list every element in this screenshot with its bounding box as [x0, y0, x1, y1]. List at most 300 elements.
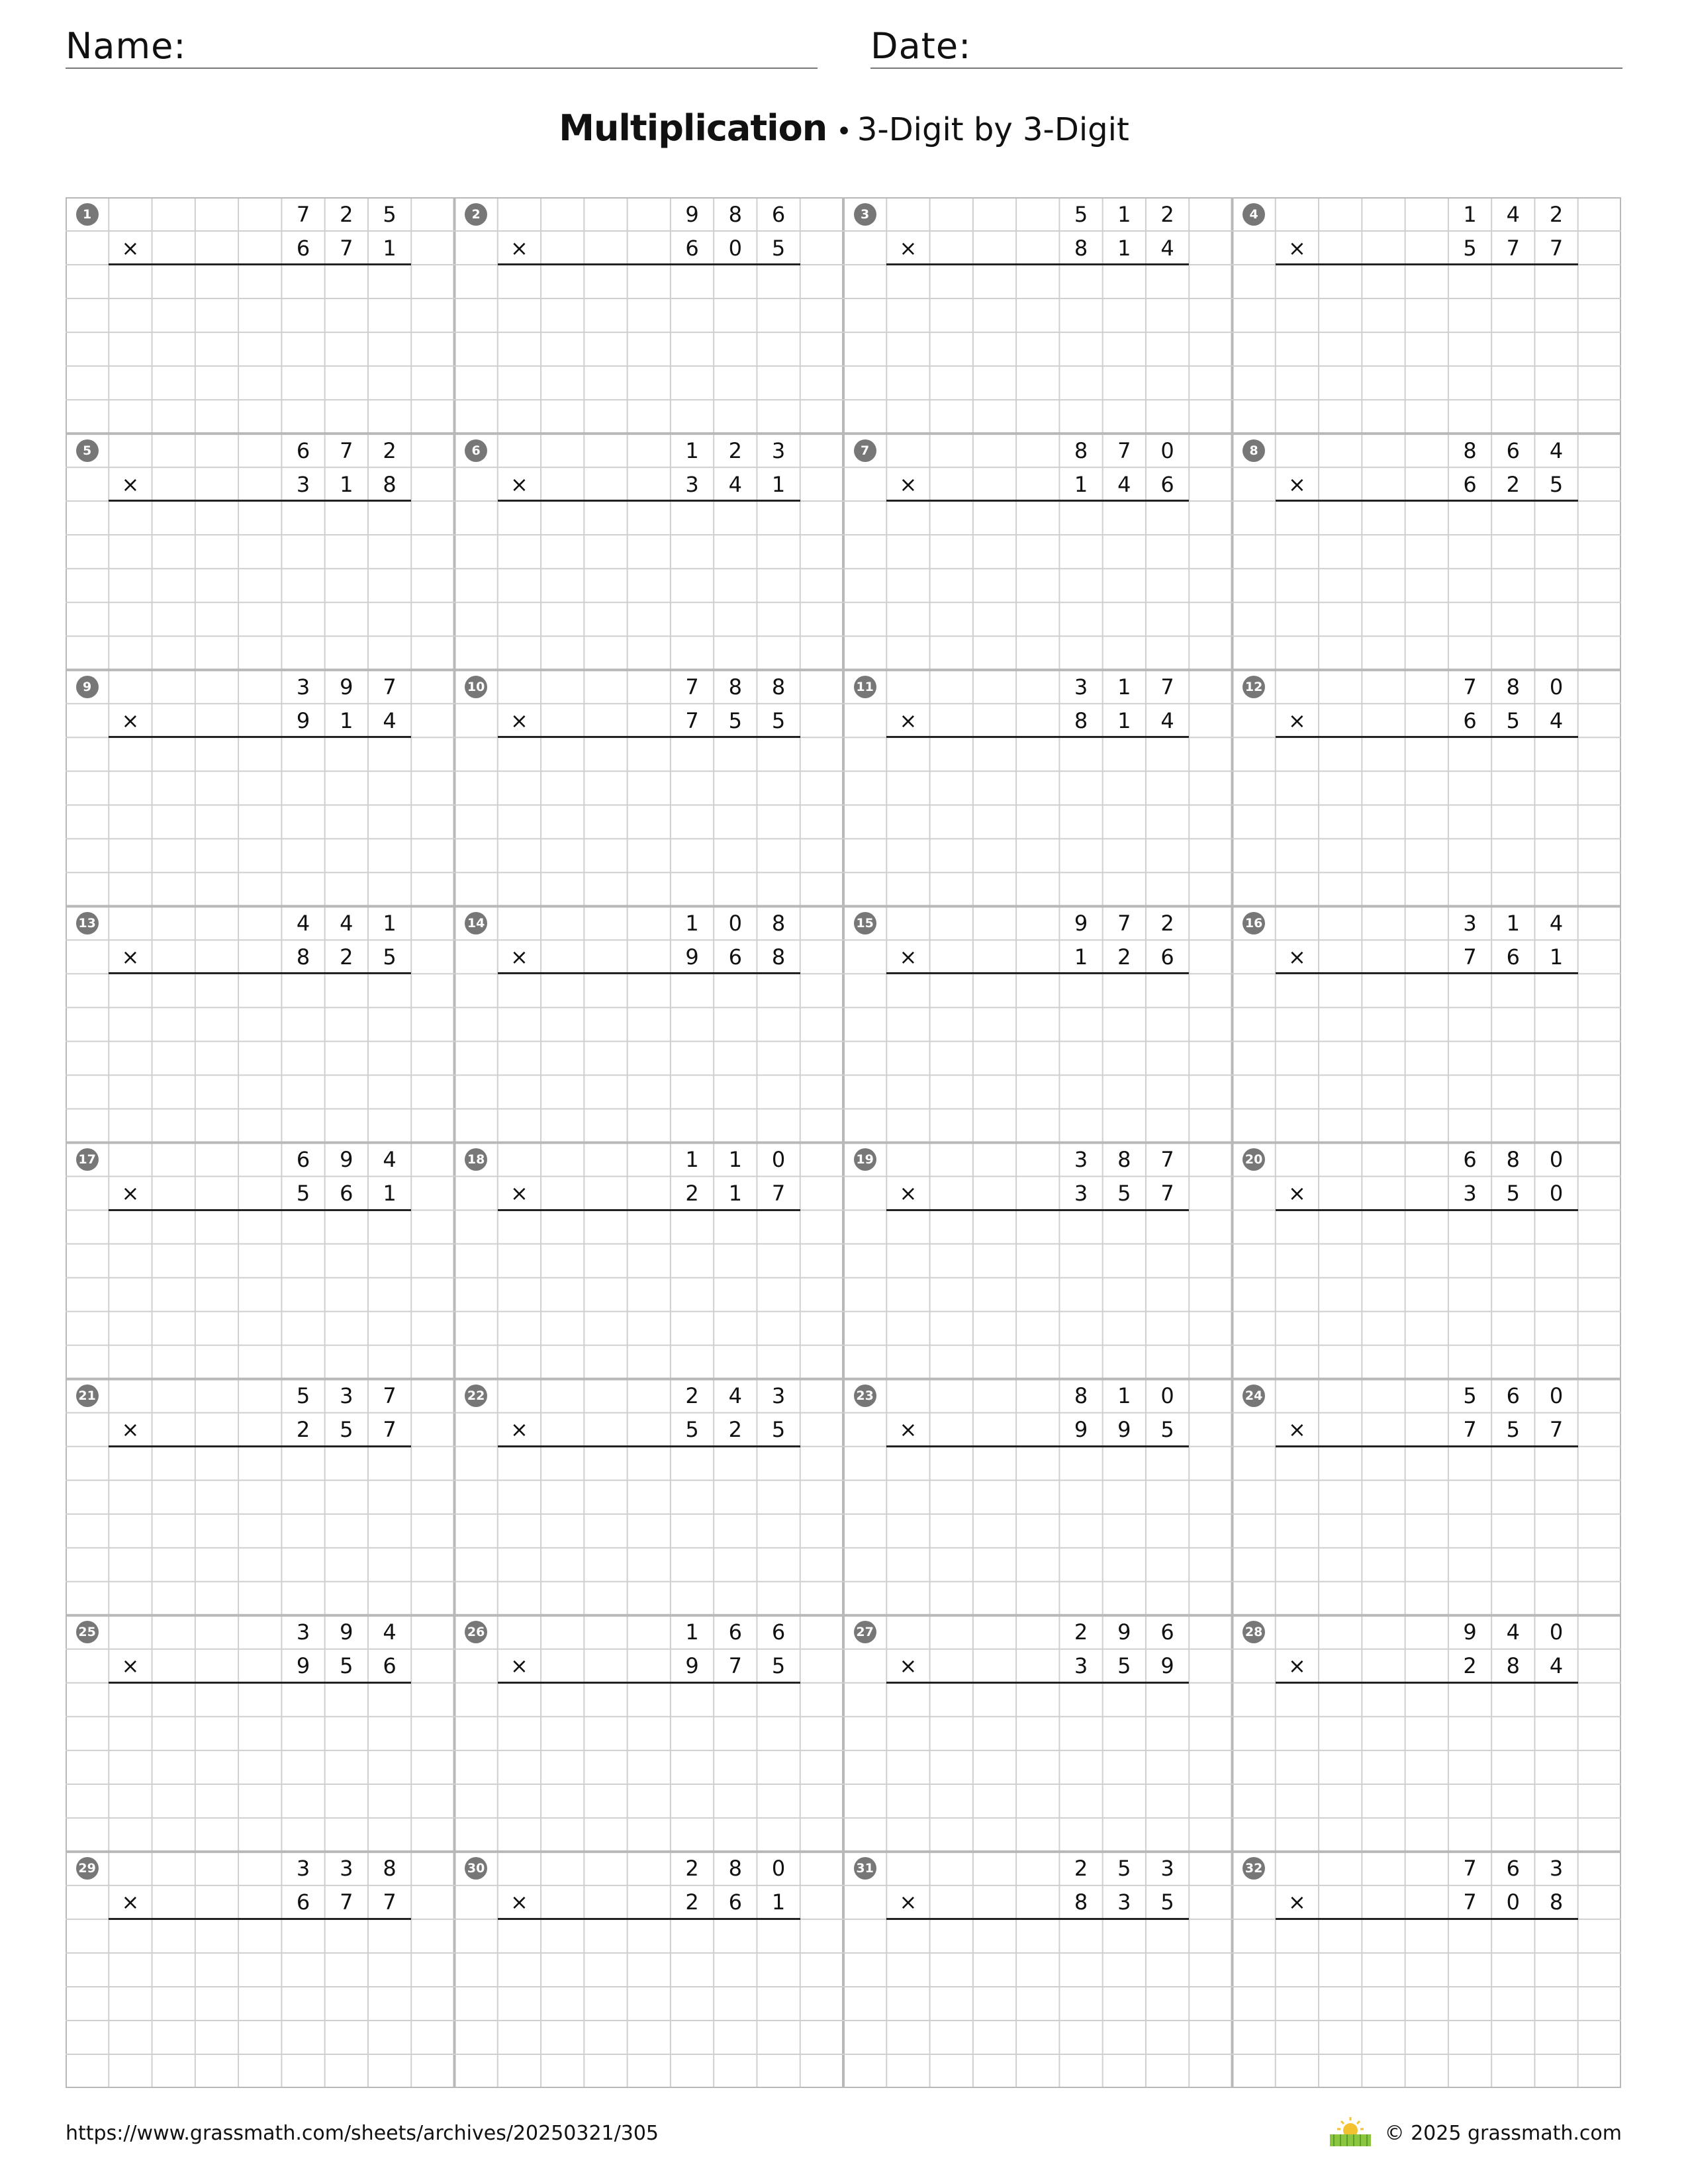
top-digit: 2 — [383, 437, 397, 463]
multiply-sign: × — [1288, 471, 1306, 497]
top-digit: 1 — [1117, 674, 1131, 700]
bottom-digit: 8 — [1074, 707, 1088, 733]
bottom-digit: 5 — [728, 707, 742, 733]
problem-number-badge: 13 — [76, 912, 99, 934]
bottom-digit: 6 — [296, 1889, 310, 1915]
answer-rule — [498, 1209, 800, 1211]
title-subtitle: 3-Digit by 3-Digit — [857, 111, 1129, 148]
bottom-digit: 4 — [728, 471, 742, 497]
answer-rule — [886, 1682, 1189, 1684]
bottom-digit: 5 — [296, 1181, 310, 1206]
top-digit: 2 — [1074, 1856, 1088, 1882]
multiply-sign: × — [899, 1653, 917, 1679]
multiply-sign: × — [121, 944, 140, 970]
top-digit: 5 — [1074, 201, 1088, 227]
answer-rule — [886, 1209, 1189, 1211]
answer-rule — [109, 500, 411, 502]
problem-number-badge: 23 — [854, 1385, 876, 1407]
multiply-sign: × — [510, 944, 528, 970]
top-digit: 6 — [1160, 1619, 1174, 1645]
bottom-digit: 2 — [340, 944, 353, 970]
bottom-digit: 1 — [728, 1181, 742, 1206]
multiply-sign: × — [1288, 944, 1306, 970]
top-digit: 6 — [1506, 1856, 1520, 1882]
multiply-sign: × — [1288, 1889, 1306, 1915]
top-digit: 1 — [383, 910, 397, 936]
bottom-digit: 5 — [771, 707, 786, 733]
top-digit: 8 — [771, 910, 786, 936]
multiply-sign: × — [899, 1417, 917, 1443]
answer-rule — [109, 972, 411, 974]
problem-number-badge: 2 — [465, 203, 487, 226]
problem-number-badge: 17 — [76, 1148, 99, 1171]
bottom-digit: 9 — [296, 707, 310, 733]
bottom-digit: 6 — [1463, 707, 1477, 733]
bottom-digit: 0 — [1506, 1889, 1520, 1915]
top-digit: 7 — [1463, 1856, 1477, 1882]
multiply-sign: × — [121, 1181, 140, 1206]
multiply-sign: × — [1288, 1181, 1306, 1206]
problem-number-badge: 29 — [76, 1857, 99, 1880]
bottom-digit: 1 — [771, 1889, 786, 1915]
bottom-digit: 6 — [1463, 471, 1477, 497]
bottom-digit: 1 — [340, 707, 353, 733]
top-digit: 0 — [771, 1856, 786, 1882]
top-digit: 4 — [1549, 910, 1564, 936]
top-digit: 9 — [340, 1619, 353, 1645]
bottom-digit: 6 — [340, 1181, 353, 1206]
top-digit: 7 — [383, 674, 397, 700]
bottom-digit: 3 — [1074, 1653, 1088, 1679]
bottom-digit: 7 — [1463, 1889, 1477, 1915]
problem-number-badge: 10 — [465, 676, 487, 698]
top-digit: 8 — [383, 1856, 397, 1882]
bottom-digit: 0 — [728, 235, 742, 261]
bottom-digit: 1 — [1117, 707, 1131, 733]
answer-rule — [1276, 1918, 1578, 1920]
bottom-digit: 5 — [1506, 1181, 1520, 1206]
top-digit: 2 — [685, 1383, 699, 1409]
bottom-digit: 8 — [1074, 235, 1088, 261]
multiply-sign: × — [899, 1181, 917, 1206]
top-digit: 7 — [1160, 674, 1174, 700]
top-digit: 9 — [1074, 910, 1088, 936]
bottom-digit: 1 — [383, 235, 397, 261]
grass-sun-logo-icon — [1327, 2115, 1374, 2148]
problem-number-badge: 16 — [1243, 912, 1265, 934]
top-digit: 0 — [1549, 1383, 1564, 1409]
multiply-sign: × — [899, 471, 917, 497]
top-digit: 8 — [771, 674, 786, 700]
answer-rule — [1276, 500, 1578, 502]
bottom-digit: 3 — [296, 471, 310, 497]
bottom-digit: 1 — [771, 471, 786, 497]
title-main: Multiplication — [559, 107, 827, 149]
bottom-digit: 8 — [383, 471, 397, 497]
bottom-digit: 7 — [728, 1653, 742, 1679]
top-digit: 1 — [1117, 201, 1131, 227]
top-digit: 0 — [771, 1147, 786, 1172]
bottom-digit: 8 — [771, 944, 786, 970]
problem-number-badge: 6 — [465, 439, 487, 462]
bottom-digit: 4 — [1160, 235, 1174, 261]
top-digit: 3 — [1074, 674, 1088, 700]
bottom-digit: 5 — [1506, 1417, 1520, 1443]
top-digit: 2 — [1160, 910, 1174, 936]
top-digit: 9 — [340, 1147, 353, 1172]
bottom-digit: 5 — [771, 1417, 786, 1443]
bottom-digit: 5 — [1463, 235, 1477, 261]
top-digit: 8 — [1074, 437, 1088, 463]
bottom-digit: 7 — [1463, 1417, 1477, 1443]
answer-rule — [109, 736, 411, 738]
bottom-digit: 6 — [1160, 944, 1174, 970]
answer-rule — [886, 500, 1189, 502]
bottom-digit: 6 — [1160, 471, 1174, 497]
top-digit: 8 — [728, 201, 742, 227]
bottom-digit: 2 — [296, 1417, 310, 1443]
multiply-sign: × — [1288, 707, 1306, 733]
top-digit: 2 — [1074, 1619, 1088, 1645]
bottom-digit: 6 — [728, 944, 742, 970]
top-digit: 1 — [728, 1147, 742, 1172]
problem-number-badge: 18 — [465, 1148, 487, 1171]
problem-number-badge: 28 — [1243, 1621, 1265, 1643]
bottom-digit: 8 — [296, 944, 310, 970]
bottom-digit: 9 — [1160, 1653, 1174, 1679]
bottom-digit: 5 — [1117, 1653, 1131, 1679]
answer-rule — [1276, 263, 1578, 265]
top-digit: 9 — [1117, 1619, 1131, 1645]
top-digit: 2 — [1549, 201, 1564, 227]
answer-rule — [498, 1682, 800, 1684]
top-digit: 1 — [1506, 910, 1520, 936]
bottom-digit: 3 — [1463, 1181, 1477, 1206]
top-digit: 1 — [1117, 1383, 1131, 1409]
top-digit: 3 — [296, 1856, 310, 1882]
bottom-digit: 7 — [340, 1889, 353, 1915]
top-digit: 1 — [685, 1619, 699, 1645]
top-digit: 7 — [1117, 910, 1131, 936]
top-digit: 0 — [1160, 437, 1174, 463]
top-digit: 6 — [1506, 437, 1520, 463]
top-digit: 4 — [1506, 201, 1520, 227]
bottom-digit: 6 — [1506, 944, 1520, 970]
answer-rule — [498, 263, 800, 265]
answer-rule — [1276, 972, 1578, 974]
problem-number-badge: 9 — [76, 676, 99, 698]
answer-rule — [1276, 1209, 1578, 1211]
top-digit: 7 — [1160, 1147, 1174, 1172]
multiply-sign: × — [899, 944, 917, 970]
top-digit: 8 — [1463, 437, 1477, 463]
problem-number-badge: 4 — [1243, 203, 1265, 226]
top-digit: 2 — [1160, 201, 1174, 227]
problem-number-badge: 12 — [1243, 676, 1265, 698]
footer-copyright: © 2025 grassmath.com — [1384, 2122, 1622, 2145]
footer-url: https://www.grassmath.com/sheets/archives/20250321/305 — [66, 2122, 659, 2145]
bottom-digit: 2 — [1463, 1653, 1477, 1679]
problem-number-badge: 8 — [1243, 439, 1265, 462]
top-digit: 5 — [1463, 1383, 1477, 1409]
top-digit: 7 — [383, 1383, 397, 1409]
top-digit: 0 — [1160, 1383, 1174, 1409]
top-digit: 1 — [685, 437, 699, 463]
answer-rule — [109, 1918, 411, 1920]
bottom-digit: 5 — [771, 1653, 786, 1679]
answer-rule — [109, 263, 411, 265]
bottom-digit: 6 — [728, 1889, 742, 1915]
multiply-sign: × — [510, 707, 528, 733]
bottom-digit: 4 — [1160, 707, 1174, 733]
top-digit: 1 — [1463, 201, 1477, 227]
top-digit: 4 — [296, 910, 310, 936]
top-digit: 3 — [1549, 1856, 1564, 1882]
bottom-digit: 7 — [1549, 1417, 1564, 1443]
top-digit: 0 — [1549, 1619, 1564, 1645]
top-digit: 3 — [296, 1619, 310, 1645]
name-line[interactable] — [66, 68, 818, 69]
top-digit: 3 — [296, 674, 310, 700]
top-digit: 7 — [1463, 674, 1477, 700]
top-digit: 4 — [383, 1619, 397, 1645]
answer-rule — [498, 736, 800, 738]
top-digit: 6 — [1463, 1147, 1477, 1172]
problem-number-badge: 21 — [76, 1385, 99, 1407]
bottom-digit: 5 — [1160, 1417, 1174, 1443]
top-digit: 6 — [1506, 1383, 1520, 1409]
multiply-sign: × — [121, 1653, 140, 1679]
top-digit: 3 — [771, 1383, 786, 1409]
answer-rule — [1276, 1682, 1578, 1684]
worksheet-title — [0, 107, 1688, 149]
multiply-sign: × — [899, 1889, 917, 1915]
top-digit: 0 — [1549, 1147, 1564, 1172]
top-digit: 4 — [728, 1383, 742, 1409]
multiply-sign: × — [1288, 1417, 1306, 1443]
multiply-sign: × — [510, 1653, 528, 1679]
top-digit: 4 — [1506, 1619, 1520, 1645]
answer-rule — [886, 1918, 1189, 1920]
problem-grid — [66, 197, 1621, 2088]
bottom-digit: 6 — [685, 235, 699, 261]
bottom-digit: 5 — [1160, 1889, 1174, 1915]
answer-rule — [886, 1445, 1189, 1447]
bottom-digit: 7 — [383, 1417, 397, 1443]
bottom-digit: 5 — [383, 944, 397, 970]
bottom-digit: 7 — [1549, 235, 1564, 261]
multiply-sign: × — [510, 471, 528, 497]
problem-number-badge: 20 — [1243, 1148, 1265, 1171]
bottom-digit: 9 — [296, 1653, 310, 1679]
bottom-digit: 5 — [1506, 707, 1520, 733]
top-digit: 3 — [340, 1856, 353, 1882]
top-digit: 6 — [296, 437, 310, 463]
bottom-digit: 2 — [1117, 944, 1131, 970]
bottom-digit: 9 — [685, 1653, 699, 1679]
top-digit: 5 — [296, 1383, 310, 1409]
top-digit: 7 — [340, 437, 353, 463]
top-digit: 2 — [340, 201, 353, 227]
problem-number-badge: 5 — [76, 439, 99, 462]
problem-number-badge: 27 — [854, 1621, 876, 1643]
problem-number-badge: 30 — [465, 1857, 487, 1880]
bottom-digit: 1 — [383, 1181, 397, 1206]
answer-rule — [109, 1682, 411, 1684]
bottom-digit: 4 — [1549, 1653, 1564, 1679]
multiply-sign: × — [510, 235, 528, 261]
answer-rule — [1276, 1445, 1578, 1447]
date-line[interactable] — [870, 68, 1622, 69]
multiply-sign: × — [121, 1417, 140, 1443]
multiply-sign: × — [121, 471, 140, 497]
problem-number-badge: 3 — [854, 203, 876, 226]
bottom-digit: 2 — [1506, 471, 1520, 497]
answer-rule — [886, 736, 1189, 738]
bottom-digit: 2 — [685, 1889, 699, 1915]
answer-rule — [498, 972, 800, 974]
multiply-sign: × — [121, 235, 140, 261]
bottom-digit: 3 — [685, 471, 699, 497]
bottom-digit: 7 — [685, 707, 699, 733]
top-digit: 8 — [1074, 1383, 1088, 1409]
multiply-sign: × — [510, 1181, 528, 1206]
top-digit: 6 — [771, 201, 786, 227]
problem-number-badge: 15 — [854, 912, 876, 934]
answer-rule — [498, 500, 800, 502]
problem-number-badge: 1 — [76, 203, 99, 226]
bottom-digit: 9 — [1117, 1417, 1131, 1443]
top-digit: 4 — [383, 1147, 397, 1172]
problem-number-badge: 11 — [854, 676, 876, 698]
top-digit: 1 — [685, 910, 699, 936]
bottom-digit: 6 — [296, 235, 310, 261]
problem-number-badge: 24 — [1243, 1385, 1265, 1407]
bottom-digit: 9 — [1074, 1417, 1088, 1443]
bottom-digit: 4 — [383, 707, 397, 733]
answer-rule — [498, 1918, 800, 1920]
bottom-digit: 4 — [1117, 471, 1131, 497]
top-digit: 3 — [771, 437, 786, 463]
top-digit: 8 — [1506, 1147, 1520, 1172]
answer-rule — [886, 263, 1189, 265]
top-digit: 4 — [340, 910, 353, 936]
bottom-digit: 5 — [340, 1417, 353, 1443]
name-label: Name: — [66, 25, 187, 67]
bottom-digit: 6 — [383, 1653, 397, 1679]
bottom-digit: 1 — [1549, 944, 1564, 970]
problem-number-badge: 26 — [465, 1621, 487, 1643]
top-digit: 4 — [1549, 437, 1564, 463]
top-digit: 5 — [1117, 1856, 1131, 1882]
bottom-digit: 7 — [771, 1181, 786, 1206]
bottom-digit: 7 — [1463, 944, 1477, 970]
bottom-digit: 1 — [1117, 235, 1131, 261]
bottom-digit: 5 — [1549, 471, 1564, 497]
bottom-digit: 3 — [1074, 1181, 1088, 1206]
bottom-digit: 1 — [340, 471, 353, 497]
top-digit: 8 — [728, 1856, 742, 1882]
problem-number-badge: 32 — [1243, 1857, 1265, 1880]
bottom-digit: 5 — [340, 1653, 353, 1679]
multiply-sign: × — [121, 1889, 140, 1915]
answer-rule — [498, 1445, 800, 1447]
bottom-digit: 8 — [1074, 1889, 1088, 1915]
answer-rule — [886, 972, 1189, 974]
problem-number-badge: 31 — [854, 1857, 876, 1880]
bottom-digit: 8 — [1549, 1889, 1564, 1915]
multiply-sign: × — [899, 707, 917, 733]
bottom-digit: 7 — [340, 235, 353, 261]
top-digit: 7 — [685, 674, 699, 700]
top-digit: 3 — [1160, 1856, 1174, 1882]
top-digit: 8 — [1506, 674, 1520, 700]
top-digit: 0 — [1549, 674, 1564, 700]
bottom-digit: 4 — [1549, 707, 1564, 733]
problem-number-badge: 19 — [854, 1148, 876, 1171]
multiply-sign: × — [510, 1417, 528, 1443]
top-digit: 6 — [296, 1147, 310, 1172]
title-separator: • — [836, 116, 852, 147]
top-digit: 9 — [340, 674, 353, 700]
answer-rule — [1276, 736, 1578, 738]
bottom-digit: 7 — [1506, 235, 1520, 261]
top-digit: 9 — [685, 201, 699, 227]
problem-number-badge: 14 — [465, 912, 487, 934]
bottom-digit: 7 — [383, 1889, 397, 1915]
top-digit: 2 — [728, 437, 742, 463]
bottom-digit: 1 — [1074, 944, 1088, 970]
answer-rule — [109, 1445, 411, 1447]
bottom-digit: 8 — [1506, 1653, 1520, 1679]
top-digit: 7 — [1117, 437, 1131, 463]
top-digit: 9 — [1463, 1619, 1477, 1645]
bottom-digit: 2 — [685, 1181, 699, 1206]
multiply-sign: × — [1288, 1653, 1306, 1679]
top-digit: 8 — [728, 674, 742, 700]
date-label: Date: — [870, 25, 972, 67]
top-digit: 2 — [685, 1856, 699, 1882]
bottom-digit: 2 — [728, 1417, 742, 1443]
top-digit: 8 — [1117, 1147, 1131, 1172]
top-digit: 3 — [1463, 910, 1477, 936]
top-digit: 1 — [685, 1147, 699, 1172]
top-digit: 3 — [340, 1383, 353, 1409]
top-digit: 6 — [728, 1619, 742, 1645]
bottom-digit: 5 — [685, 1417, 699, 1443]
bottom-digit: 5 — [1117, 1181, 1131, 1206]
top-digit: 7 — [296, 201, 310, 227]
multiply-sign: × — [1288, 235, 1306, 261]
bottom-digit: 5 — [771, 235, 786, 261]
bottom-digit: 0 — [1549, 1181, 1564, 1206]
bottom-digit: 7 — [1160, 1181, 1174, 1206]
top-digit: 5 — [383, 201, 397, 227]
multiply-sign: × — [121, 707, 140, 733]
bottom-digit: 1 — [1074, 471, 1088, 497]
bottom-digit: 9 — [685, 944, 699, 970]
bottom-digit: 3 — [1117, 1889, 1131, 1915]
multiply-sign: × — [510, 1889, 528, 1915]
top-digit: 6 — [771, 1619, 786, 1645]
problem-number-badge: 7 — [854, 439, 876, 462]
top-digit: 3 — [1074, 1147, 1088, 1172]
answer-rule — [109, 1209, 411, 1211]
problem-number-badge: 22 — [465, 1385, 487, 1407]
problem-number-badge: 25 — [76, 1621, 99, 1643]
top-digit: 0 — [728, 910, 742, 936]
multiply-sign: × — [899, 235, 917, 261]
